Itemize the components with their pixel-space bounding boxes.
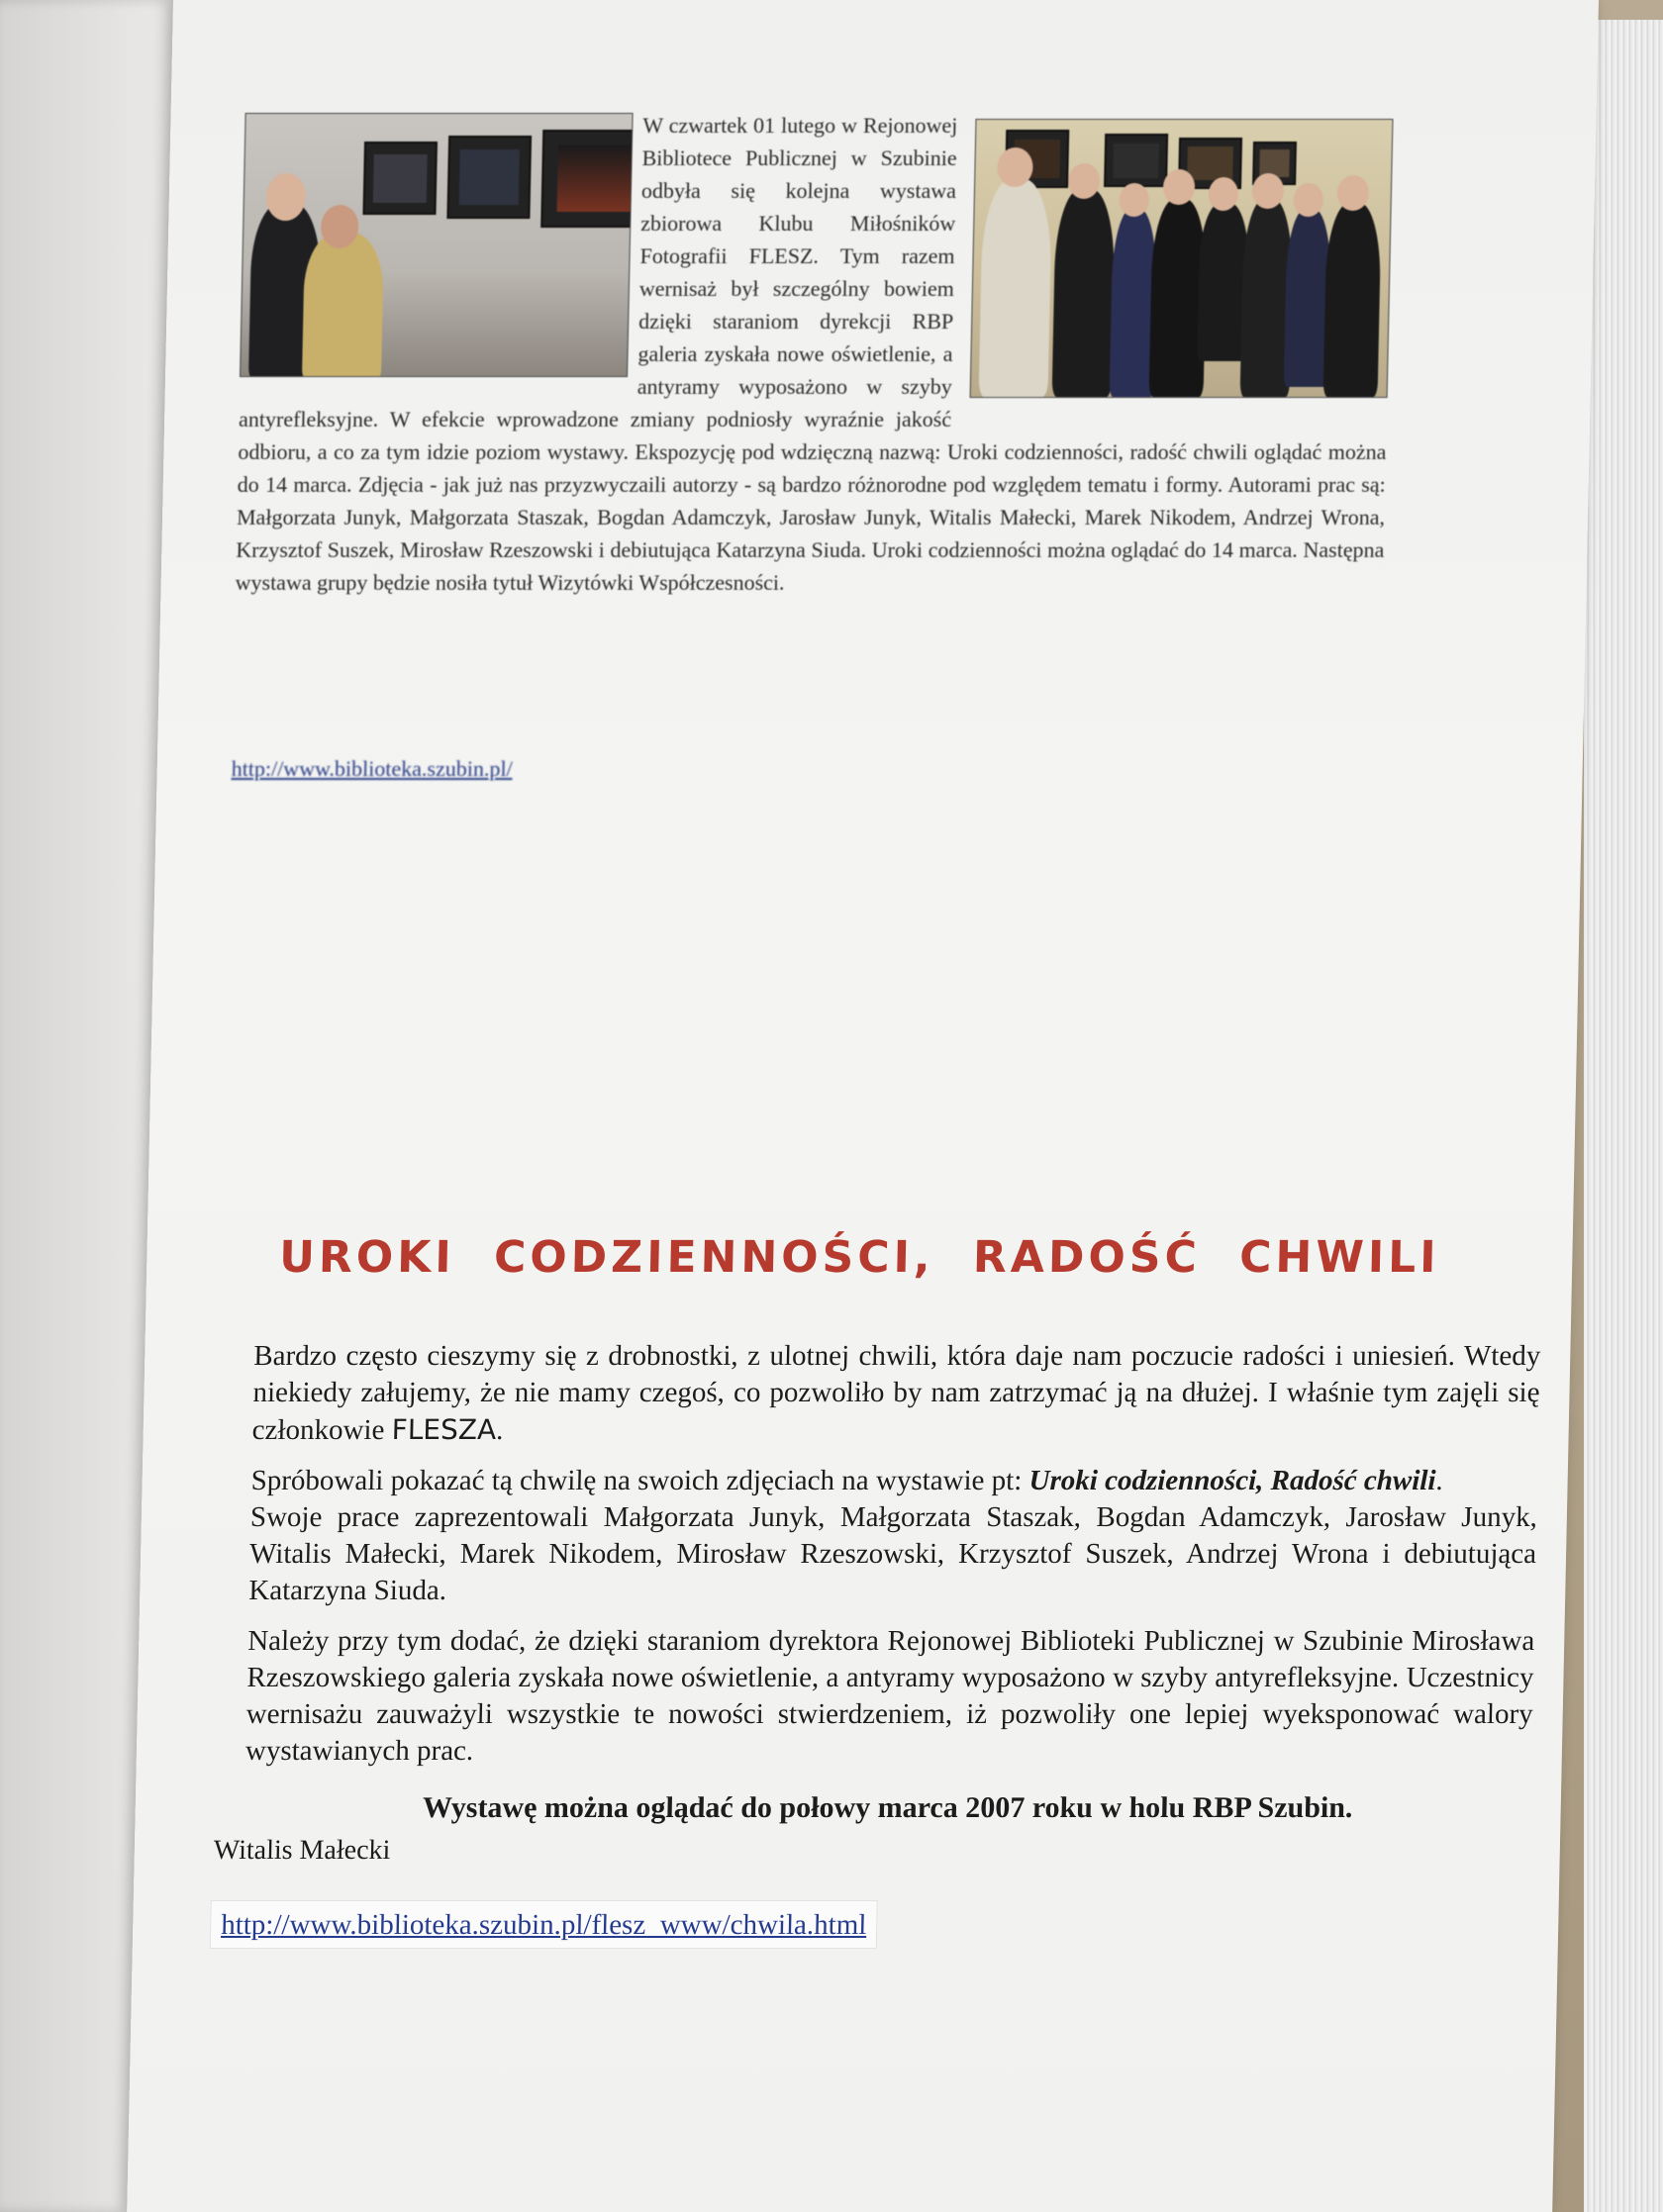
- body-paragraph-1: [251, 1338, 1540, 1449]
- body-paragraph-2: [248, 1463, 1538, 1609]
- framed-picture: [446, 136, 532, 219]
- group-member: [1052, 189, 1116, 397]
- article-paragraph: W czwartek 01 lutego w Rejonowej Bibliotece Publicznej w Szubinie odbyła się kolejna wystawa zbiorowa Klubu Miłośników Fotografii FLESZ. Tym razem wernisaż był szczególny bowiem dzięki staraniom dyrekcji RBP galeria zyskała nowe oświetlenie, a antyramy wyposażono w szyby antyrefleksyjne. W efekcie wprowadzone zmiany podniosły wyraźnie jakość odbioru, a co za tym idzie poziom wystawy. Ekspozycję pod wdzięczną nazwą: Uroki codzienności, radość chwili oglądać można do 14 marca. Zdjęcia - jak już nas przyzwyczaili autorzy - są bardzo różnorodne pod względem tematu i formy. Autorami prac są: Małgorzata Junyk, Małgorzata Staszak, Bogdan Adamczyk, Jarosław Junyk, Witalis Małecki, Marek Nikodem, Andrzej Wrona, Krzysztof Suszek, Mirosław Rzeszowski i debiutująca Katarzyna Siuda. Uroki codzienności można oglądać do 14 marca. Następna wystawa grupy będzie nosiła tytuł Wizytówki Współczesności.: [235, 113, 1387, 595]
- group-member-head: [1163, 169, 1196, 205]
- section-body: [133, 1338, 1541, 1949]
- body-paragraph-1-text: Bardzo często cieszymy się z drobnostki, z ulotnej chwili, która daje nam poczucie radości i uniesień. Wtedy niekiedy załujemy, że nie mamy czegoś, co pozwoliło by nam zatrzymać ją na dłużej. I właśnie tym zajęli się członkowie: [251, 1340, 1541, 1446]
- framed-picture: [540, 130, 633, 228]
- group-member: [1323, 203, 1382, 397]
- framed-picture: [362, 142, 438, 215]
- source-link-box: [210, 1900, 878, 1949]
- group-photo: [970, 119, 1394, 398]
- source-link[interactable]: http://www.biblioteka.szubin.pl/flesz_www/chwila.html: [220, 1909, 867, 1941]
- flesz-name: FLESZA: [391, 1413, 497, 1446]
- body-authors-list: Swoje prace zaprezentowali Małgorzata Junyk, Małgorzata Staszak, Bogdan Adamczyk, Jarosław Junyk, Witalis Małecki, Marek Nikodem, Mirosław Rzeszowski, Krzysztof Suszek, Andrzej Wrona i debiutująca Katarzyna Siuda.: [248, 1501, 1538, 1606]
- visitor-figure: [302, 233, 384, 377]
- body-paragraph-1-end: .: [495, 1414, 504, 1446]
- section-headline: UROKI CODZIENNOŚCI, RADOŚĆ CHWILI: [278, 1232, 1441, 1283]
- gallery-visitors-photo: [240, 113, 634, 377]
- article-source-link[interactable]: http://www.biblioteka.szubin.pl/: [231, 756, 513, 781]
- exhibition-title: Uroki codzienności, Radość chwili: [1028, 1465, 1436, 1496]
- top-article: [231, 109, 1393, 781]
- framed-picture: [1104, 134, 1168, 187]
- page-stack-edge: [1584, 20, 1663, 2212]
- group-member: [979, 179, 1053, 397]
- document-page: [127, 0, 1599, 2212]
- closing-statement: Wystawę można oglądać do połowy marca 2007 roku w holu RBP Szubin.: [422, 1791, 1353, 1824]
- author-name: Witalis Małecki: [213, 1835, 391, 1866]
- body-paragraph-3: Należy przy tym dodać, że dzięki staraniom dyrektora Rejonowej Biblioteki Publicznej w Szubinie Mirosława Rzeszowskiego galeria zyskała nowe oświetlenie, a antyramy wyposażono w szyby antyrefleksyjne. Uczestnicy wernisażu zauważyli wszystkie te nowości stwierdzeniem, iż pozwoliły one lepiej wyeksponować walory wystawianych prac.: [245, 1625, 1535, 1767]
- body-paragraph-2-end: .: [1435, 1465, 1444, 1496]
- body-paragraph-2-text: Spróbowali pokazać tą chwilę na swoich zdjęciach na wystawie pt:: [250, 1465, 1029, 1496]
